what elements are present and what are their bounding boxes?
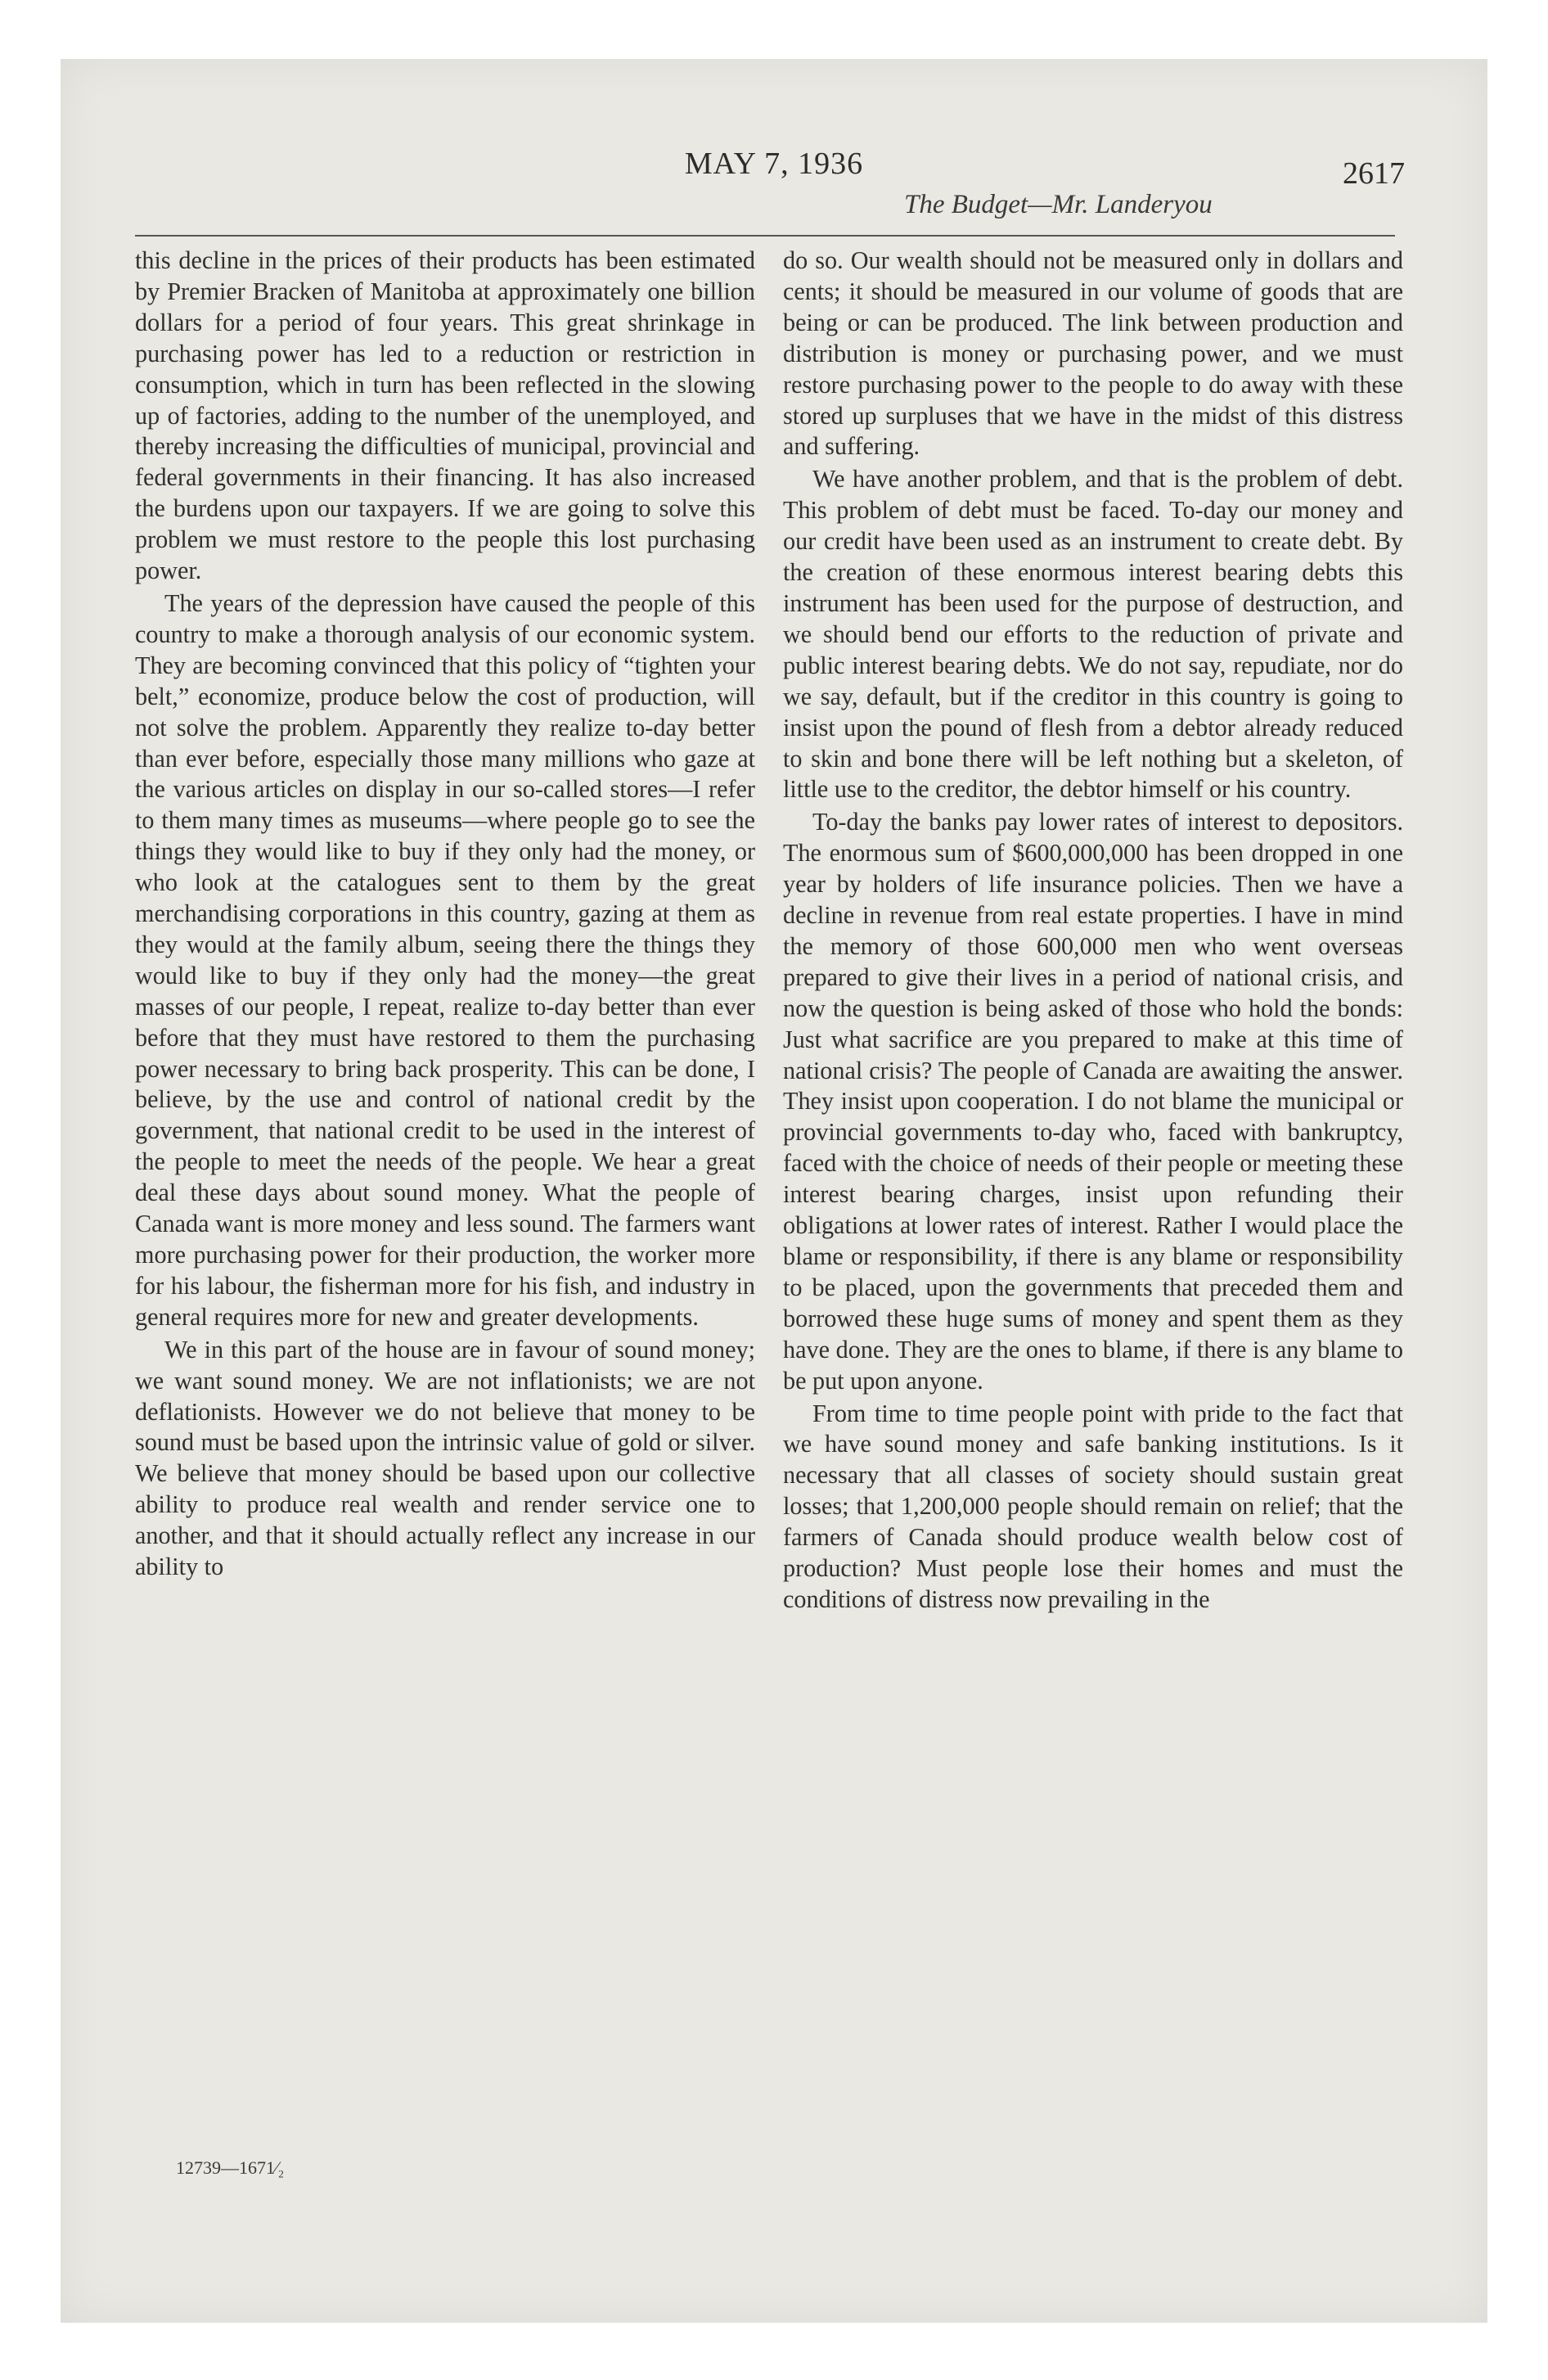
paragraph: From time to time people point with pride to the fact that we have sound money and safe banking institutions. Is it necessary that all classes of society should sustain great losses; that 1,200,000 people should remain on relief; that the farmers of Canada should produce wealth below cost of production? Must people lose their homes and must the conditions of distress now prevailing in the bbox=[783, 1399, 1403, 1613]
paragraph: The years of the depression have caused the people of this country to make a thorough analysis of our economic system. They are becoming convinced that this policy of “tighten your belt,” economize, produce below the cost of production, will not solve the problem. Apparently they realize to-day better than ever before, especially those many millions who gaze at the various articles on display in our so-called stores—I refer to them many times as museums—where people go to see the things they would like to buy if they only had the money, or who look at the catalogues sent to them by the great merchandising corporations in this country, gazing at them as they would at the family album, seeing there the things they would like to buy if they only had the money—the great masses of our people, I repeat, realize to-day better than ever before that they must have restored to them the purchasing power necessary to bring back prosperity. This can be done, I believe, by the use and control of national credit by the government, that national credit to be used in the interest of the people to meet the needs of the people. We hear a great deal these days about sound money. What the people of Canada want is more money and less sound. The farmers want more purchasing power for their production, the worker more for his labour, the fisherman more for his fish, and industry in general requires more for new and greater developments. bbox=[135, 588, 755, 1331]
running-head-subject: The Budget—Mr. Landeryou bbox=[904, 190, 1213, 219]
paragraph: To-day the banks pay lower rates of interest to depositors. The enormous sum of $600,000,000 has been dropped in one year by holders of life insurance policies. Then we have a decline in revenue from real estate properties. I have in mind the memory of those 600,000 men who went overseas prepared to give their lives in a period of national crisis, and now the question is being asked of those who hold the bonds: Just what sacrifice are you prepared to make at this time of national crisis? The people of Canada are awaiting the answer. They insist upon cooperation. I do not blame the municipal or provincial governments to-day who, faced with bankruptcy, faced with the choice of needs of their people or meeting these interest bearing charges, insist upon refunding their obligations at lower rates of interest. Rather I would place the blame or responsibility, if there is any blame or responsibility to be placed, upon the governments that preceded them and borrowed these huge sums of money and spent them as they have done. They are the ones to blame, if there is any blame to be put upon anyone. bbox=[783, 808, 1403, 1395]
page-number: 2617 bbox=[1343, 156, 1405, 191]
left-text-column bbox=[135, 246, 755, 1584]
paragraph: this decline in the prices of their products has been estimated by Premier Bracken of Manitoba at approximately one billion dollars for a period of four years. This great shrinkage in purchasing power has led to a reduction or restriction in consumption, which in turn has been reflected in the slowing up of factories, adding to the number of the unemployed, and thereby increasing the difficulties of municipal, provincial and federal governments in their financing. It has also increased the burdens upon our taxpayers. If we are going to solve this problem we must restore to the people this lost purchasing power. bbox=[135, 246, 755, 585]
page-date: MAY 7, 1936 bbox=[684, 146, 864, 181]
right-text-column bbox=[783, 246, 1403, 1617]
paragraph: do so. Our wealth should not be measured only in dollars and cents; it should be measured in our volume of goods that are being or can be produced. The link between production and distribution is money or purchasing power, and we must restore purchasing power to the people to do away with these stored up surpluses that we have in the midst of this distress and suffering. bbox=[783, 246, 1403, 461]
header-divider bbox=[135, 235, 1395, 237]
paragraph: We in this part of the house are in favour of sound money; we want sound money. We are not inflationists; we are not deflationists. However we do not believe that money to be sound must be based upon the intrinsic value of gold or silver. We believe that money should be based upon our collective ability to produce real wealth and render service one to another, and that it should actually reflect any increase in our ability to bbox=[135, 1335, 755, 1581]
paragraph: We have another problem, and that is the problem of debt. This problem of debt must be faced. To-day our money and our credit have been used as an instrument to create debt. By the creation of these enormous interest bearing debts this instrument has been used for the purpose of destruction, and we should bend our efforts to the reduction of private and public interest bearing debts. We do not say, repudiate, nor do we say, default, but if the creditor in this country is going to insist upon the pound of flesh from a debtor already reduced to skin and bone there will be left nothing but a skeleton, of little use to the creditor, the debtor himself or his country. bbox=[783, 465, 1403, 804]
print-code: 12739—1671⁄₂ bbox=[176, 2157, 285, 2178]
